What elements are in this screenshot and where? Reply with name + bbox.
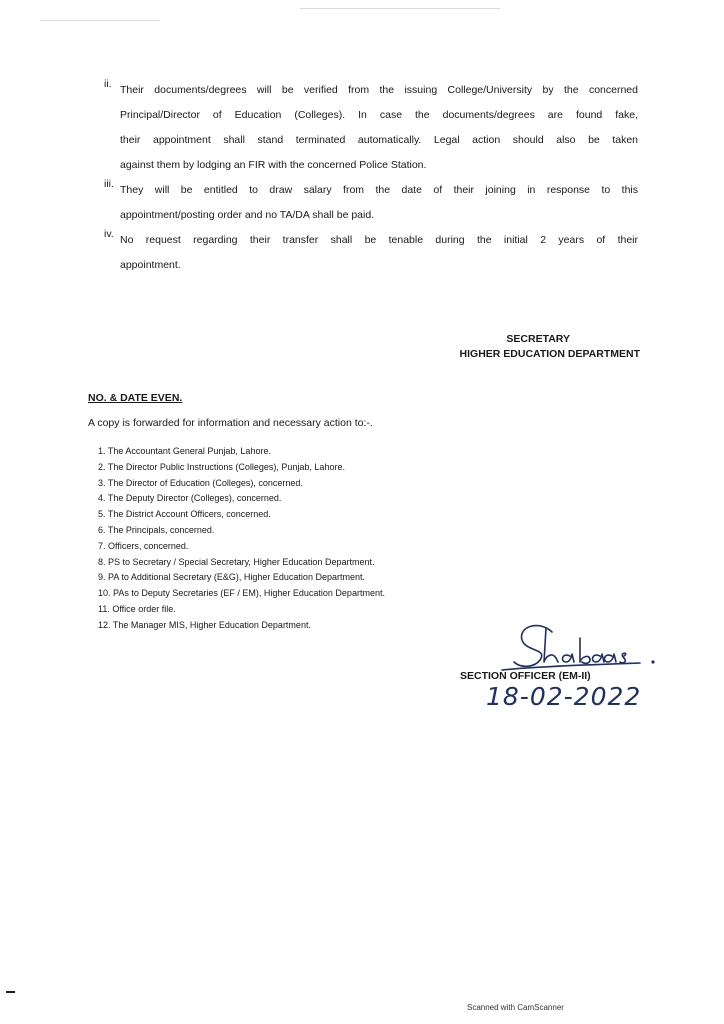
condition-line: against them by lodging an FIR with the concerned Police Station. — [120, 159, 427, 171]
section-officer-title: SECTION OFFICER (EM-II) — [460, 670, 591, 682]
scan-noise — [40, 20, 160, 21]
list-item: 8. PS to Secretary / Special Secretary, Higher Education Department. — [98, 556, 375, 567]
list-item: 4. The Deputy Director (Colleges), concerned. — [98, 493, 282, 504]
copy-intro: A copy is forwarded for information and necessary action to:-. — [88, 417, 373, 429]
condition-line: Their documents/degrees will be verified from the issuing College/University by the concerned — [120, 84, 638, 96]
copy-recipients-list — [98, 444, 385, 634]
handwritten-date: 18-02-2022 — [486, 682, 642, 711]
condition-number: iv. — [104, 228, 114, 240]
list-item: 12. The Manager MIS, Higher Education Department. — [98, 619, 311, 630]
condition-line: appointment. — [120, 259, 181, 271]
list-item: 11. Office order file. — [98, 603, 176, 614]
scan-edge-mark — [6, 991, 15, 993]
condition-number: ii. — [104, 78, 112, 90]
signatory-department: HIGHER EDUCATION DEPARTMENT — [459, 348, 640, 360]
list-item: 9. PA to Additional Secretary (E&G), Higher Education Department. — [98, 572, 365, 583]
secretary-signatory — [460, 332, 640, 362]
condition-line: Principal/Director of Education (Colleges). In case the documents/degrees are found fake, — [120, 109, 638, 121]
list-item: 5. The District Account Officers, concerned. — [98, 509, 271, 520]
list-item: 6. The Principals, concerned. — [98, 524, 215, 535]
list-item: 3. The Director of Education (Colleges), concerned. — [98, 477, 303, 488]
reference-number: NO. & DATE EVEN. — [88, 392, 183, 404]
list-item: 10. PAs to Deputy Secretaries (EF / EM), Higher Education Department. — [98, 588, 385, 599]
condition-line: They will be entitled to draw salary from the date of their joining in response to this — [120, 184, 638, 196]
condition-item — [104, 178, 638, 228]
condition-item — [104, 228, 638, 278]
list-item: 7. Officers, concerned. — [98, 540, 189, 551]
condition-line: appointment/posting order and no TA/DA shall be paid. — [120, 209, 375, 221]
scanner-watermark: Scanned with CamScanner — [467, 1003, 564, 1012]
conditions-list — [104, 78, 638, 278]
handwritten-signature — [500, 618, 670, 678]
scan-noise — [300, 8, 500, 9]
signatory-title: SECRETARY — [506, 333, 570, 345]
condition-line: No request regarding their transfer shall be tenable during the initial 2 years of their — [120, 234, 638, 246]
condition-line: their appointment shall stand terminated automatically. Legal action should also be taken — [120, 134, 638, 146]
condition-item — [104, 78, 638, 178]
list-item: 2. The Director Public Instructions (Colleges), Punjab, Lahore. — [98, 461, 345, 472]
condition-number: iii. — [104, 178, 114, 190]
list-item: 1. The Accountant General Punjab, Lahore. — [98, 446, 271, 456]
